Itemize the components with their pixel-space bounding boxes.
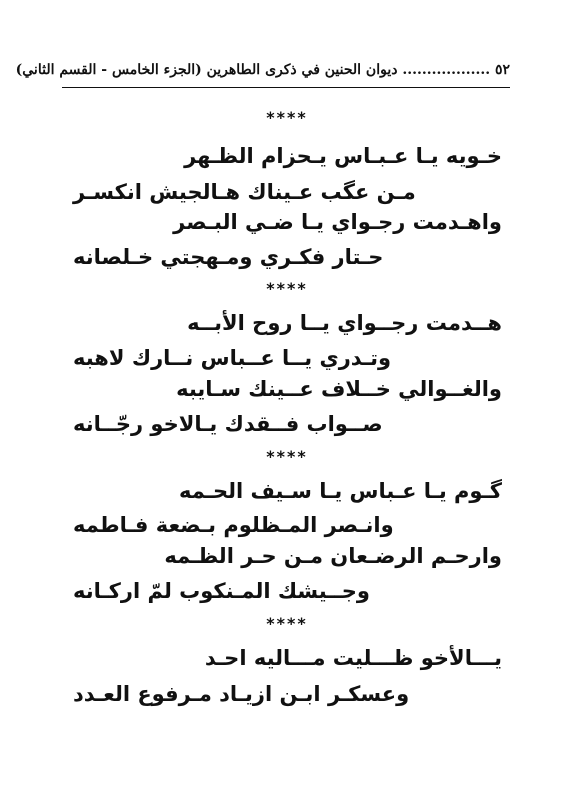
verse-line: يـــالأخو ظـــليت مـــاليه احـد: [204, 646, 502, 670]
verse-line: خـويه يـا عـبـاس يـحزام الظـهر: [184, 144, 502, 168]
verse-line: وتـدري يــا عــباس نــارك لاهبه: [73, 346, 392, 370]
verse-line: وانـصر المـظلوم بـضعة فـاطمه: [73, 513, 394, 537]
page-header: [15, 58, 510, 88]
stanza-separator: ****: [266, 447, 308, 466]
verse-line: والغــوالي خــلاف عــينك سـايبه: [176, 377, 502, 401]
verse-line: وجــيشك المـنكوب لمّ اركـانه: [73, 579, 370, 603]
stanza-separator: ****: [266, 614, 308, 633]
verse-line: مـن عگب عـيناك هـالجيش انكسـر: [73, 180, 416, 204]
verse-line: وارحـم الرضـعان مـن حـر الظـمه: [164, 544, 502, 568]
stanza-separator: ****: [266, 279, 308, 298]
verse-line: صــواب فــقدك يـالاخو رجّــانه: [73, 412, 383, 436]
verse-line: وعسكـر ابـن ازيـاد مـرفوع العـدد: [73, 682, 410, 706]
stanza-separator: ****: [266, 108, 308, 127]
header-divider: [62, 87, 510, 88]
verse-line: گـوم يـا عـباس يـا سـيف الحـمه: [179, 479, 502, 503]
verse-line: واهـدمت رجـواي يـا ضـي البـصر: [173, 210, 502, 234]
header-title: ٥٢ .................. ديوان الحنين في ذكرى الطاهرين (الجزء الخامس - القسم الثاني): [15, 62, 510, 78]
verse-line: هــدمت رجــواي يــا روح الأبــه: [187, 311, 502, 335]
verse-line: حـتار فكـري ومـهجتي خـلصانه: [73, 245, 384, 269]
